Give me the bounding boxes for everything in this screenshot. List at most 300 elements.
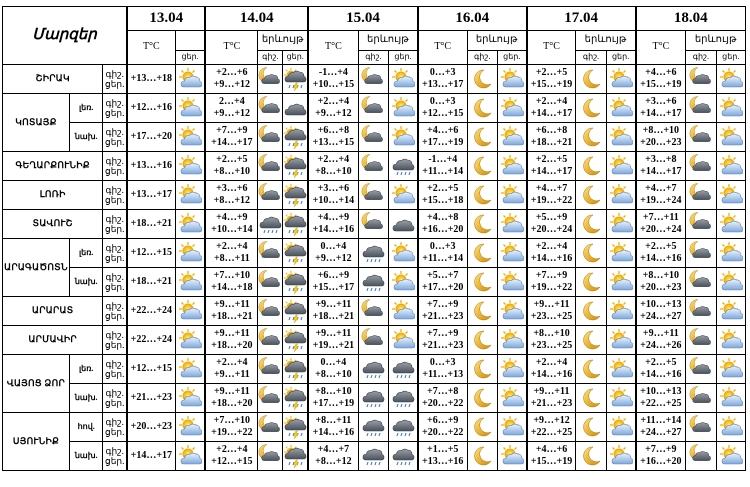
weather-cell-day	[606, 413, 635, 442]
cloud-rain-icon	[361, 386, 385, 410]
moon-icon	[470, 154, 494, 178]
sun-cloud-icon	[719, 415, 743, 439]
night-day-label: գիշ. ցեր.	[103, 239, 127, 268]
weather-cell-night	[258, 181, 283, 210]
temp-cell: +8…+11 +14…+16	[308, 413, 358, 442]
weather-cell-day	[716, 152, 745, 181]
weather-cell-night	[358, 413, 388, 442]
temp-cell: +6…+9 +20…+22	[418, 413, 467, 442]
weather-cell-night	[258, 413, 283, 442]
weather-cell-night	[258, 326, 283, 355]
moon-cloud-icon	[258, 299, 282, 323]
temp-cell: +4…+9 +10…+14	[205, 210, 257, 239]
day-label: ցեր.	[175, 51, 205, 65]
region-name: ՏԱՎՈՒՇ	[3, 210, 103, 239]
weather-cell-day	[389, 442, 418, 471]
weather-cell-day	[283, 442, 308, 471]
weather-cell-night	[258, 123, 283, 152]
moon-cloud-icon	[689, 270, 713, 294]
temp-col-header: T°C	[418, 31, 467, 65]
weather-cell-night	[686, 65, 716, 94]
moon-cloud-icon	[689, 67, 713, 91]
temp-col-header: T°C	[527, 31, 576, 65]
weather-cell-day	[497, 326, 526, 355]
moon-cloud-icon	[258, 67, 282, 91]
weather-cell-day	[606, 326, 635, 355]
day-label: ցեր.	[497, 51, 526, 65]
moon-icon	[579, 183, 603, 207]
weather-cell-night	[576, 355, 606, 384]
moon-icon	[470, 183, 494, 207]
moon-cloud-icon	[258, 154, 282, 178]
sun-cloud-icon	[609, 357, 633, 381]
temp-cell: +2…+5 +14…+16	[636, 239, 686, 268]
moon-icon	[470, 270, 494, 294]
phenomenon-header: երևույթ	[467, 31, 527, 51]
sun-cloud-icon	[719, 154, 743, 178]
temp-cell: +8…+10 +17…+19	[308, 384, 358, 413]
moon-cloud-icon	[361, 67, 385, 91]
weather-cell-day	[716, 384, 745, 413]
temp-cell: +2…+5 +8…+10	[205, 152, 257, 181]
weather-cell-day	[283, 152, 308, 181]
weather-cell-day	[606, 152, 635, 181]
weather-cell-day	[606, 65, 635, 94]
weather-cell-night	[576, 181, 606, 210]
weather-cell-day	[389, 326, 418, 355]
temp-cell: +2…+5 +14…+17	[527, 152, 576, 181]
weather-cell-day	[497, 181, 526, 210]
sun-cloud-icon	[500, 357, 524, 381]
weather-cell-night	[467, 268, 497, 297]
weather-cell-day	[497, 297, 526, 326]
day-label: ցեր.	[716, 51, 745, 65]
weather-cell-night	[576, 442, 606, 471]
sun-cloud-icon	[609, 212, 633, 236]
weather-cell-day	[283, 413, 308, 442]
night-day-label: գիշ. ցեր.	[103, 65, 127, 94]
region-name: ՇԻՐԱԿ	[3, 65, 103, 94]
sun-cloud-icon	[178, 183, 202, 207]
sun-cloud-icon	[500, 67, 524, 91]
sun-cloud-icon	[609, 328, 633, 352]
zone-label: հով.	[69, 413, 102, 442]
weather-cell-night	[686, 210, 716, 239]
sun-cloud-icon	[178, 415, 202, 439]
temp-cell: +13…+16	[127, 152, 175, 181]
table-row	[3, 442, 746, 471]
temp-cell: +9…+12 +22…+25	[527, 413, 576, 442]
temp-cell: +2…+4 +8…+10	[308, 152, 358, 181]
sun-cloud-icon	[500, 328, 524, 352]
weather-cell-night	[576, 297, 606, 326]
moon-icon	[470, 415, 494, 439]
moon-icon	[470, 67, 494, 91]
sun-cloud-icon	[719, 96, 743, 120]
weather-cell-day	[497, 94, 526, 123]
temp-col-header: T°C	[205, 31, 257, 65]
temp-cell: +12…+16	[127, 94, 175, 123]
weather-cell-night	[686, 413, 716, 442]
region-name: ԱՐԱՐԱՏ	[3, 297, 103, 326]
sun-storm-icon	[283, 241, 307, 265]
temp-cell: +7…+10 +19…+22	[205, 413, 257, 442]
weather-cell-day	[283, 268, 308, 297]
moon-cloud-icon	[689, 299, 713, 323]
weather-cell	[175, 413, 205, 442]
weather-cell-day	[716, 210, 745, 239]
sun-cloud-icon	[500, 212, 524, 236]
temp-cell: +11…+14 +24…+27	[636, 413, 686, 442]
sun-cloud-icon	[391, 270, 415, 294]
weather-cell-night	[467, 413, 497, 442]
sun-storm-icon	[283, 212, 307, 236]
weather-cell-night	[358, 152, 388, 181]
date-header: 14.04	[205, 7, 308, 31]
sun-cloud-icon	[178, 299, 202, 323]
weather-cell-night	[686, 297, 716, 326]
sun-cloud-icon	[391, 328, 415, 352]
sun-cloud-icon	[609, 183, 633, 207]
temp-cell: +2…+5 +14…+16	[636, 355, 686, 384]
sun-cloud-icon	[609, 96, 633, 120]
temp-cell: +7…+9 +14…+17	[205, 123, 257, 152]
temp-cell: +2…+5 +15…+19	[527, 65, 576, 94]
weather-cell-day	[389, 210, 418, 239]
temp-cell: +22…+24	[127, 326, 175, 355]
cloud-rain-icon	[258, 212, 282, 236]
moon-icon	[470, 212, 494, 236]
zone-label: նախ.	[69, 384, 102, 413]
sun-cloud-icon	[500, 299, 524, 323]
temp-cell: +4…+8 +16…+20	[418, 210, 467, 239]
moon-cloud-icon	[361, 96, 385, 120]
sun-cloud-icon	[391, 183, 415, 207]
weather-cell-day	[389, 355, 418, 384]
temp-cell: 0…+4 +9…+12	[308, 239, 358, 268]
sun-cloud-icon	[178, 96, 202, 120]
weather-cell-night	[258, 384, 283, 413]
sun-cloud-icon	[500, 444, 524, 468]
weather-cell-day	[606, 384, 635, 413]
weather-cell-day	[716, 355, 745, 384]
moon-icon	[579, 96, 603, 120]
moon-icon	[470, 241, 494, 265]
weather-cell-day	[497, 413, 526, 442]
weather-cell-day	[716, 239, 745, 268]
weather-cell-night	[467, 239, 497, 268]
moon-cloud-icon	[361, 183, 385, 207]
temp-cell: +7…+9 +21…+23	[418, 297, 467, 326]
weather-cell-night	[686, 326, 716, 355]
phenomenon-header: երևույթ	[258, 31, 308, 51]
temp-cell: +2…+4 +14…+16	[527, 239, 576, 268]
weather-cell-day	[283, 123, 308, 152]
weather-cell-day	[389, 239, 418, 268]
weather-cell-night	[686, 442, 716, 471]
moon-cloud-icon	[258, 415, 282, 439]
table-row	[3, 413, 746, 442]
temp-cell: +2…+4 +14…+17	[527, 94, 576, 123]
weather-cell	[175, 268, 205, 297]
weather-cell-day	[716, 65, 745, 94]
zone-label: լեռ.	[69, 355, 102, 384]
cloud-rain-icon	[361, 415, 385, 439]
temp-cell: +12…+15	[127, 355, 175, 384]
sun-cloud-icon	[609, 154, 633, 178]
temp-cell: +8…+10 +23…+25	[527, 326, 576, 355]
moon-icon	[579, 444, 603, 468]
cloud-rain-icon	[361, 241, 385, 265]
sun-storm-icon	[283, 357, 307, 381]
weather-cell-night	[258, 442, 283, 471]
weather-cell-day	[497, 384, 526, 413]
temp-cell: +4…+9 +14…+16	[308, 210, 358, 239]
sun-cloud-icon	[719, 212, 743, 236]
region-name: ՍՅՈՒՆԻՔ	[3, 413, 70, 471]
temp-cell: +2…+4 +9…+12	[308, 94, 358, 123]
weather-cell-day	[497, 152, 526, 181]
sun-cloud-icon	[719, 444, 743, 468]
region-name: ԼՈՌԻ	[3, 181, 103, 210]
weather-cell-day	[389, 413, 418, 442]
temp-cell: +3…+6 +14…+17	[636, 94, 686, 123]
temp-cell: +14…+17	[127, 442, 175, 471]
weather-cell-day	[606, 442, 635, 471]
weather-cell-day	[606, 210, 635, 239]
weather-cell-night	[686, 123, 716, 152]
weather-cell-day	[283, 297, 308, 326]
moon-icon	[579, 299, 603, 323]
weather-cell	[175, 239, 205, 268]
night-day-label: գիշ. ցեր.	[103, 210, 127, 239]
night-day-label: գիշ. ցեր.	[103, 181, 127, 210]
weather-cell-day	[389, 152, 418, 181]
moon-icon	[579, 67, 603, 91]
moon-cloud-icon	[689, 415, 713, 439]
moon-cloud-icon	[258, 125, 282, 149]
weather-cell-day	[283, 355, 308, 384]
moon-cloud-icon	[258, 241, 282, 265]
temp-cell: +4…+7 +8…+12	[308, 442, 358, 471]
weather-cell-day	[497, 65, 526, 94]
date-header: 15.04	[308, 7, 418, 31]
sun-storm-icon	[283, 125, 307, 149]
weather-cell-night	[576, 123, 606, 152]
weather-cell-day	[497, 355, 526, 384]
weather-cell-night	[358, 65, 388, 94]
temp-cell: -1…+4 +11…+14	[418, 152, 467, 181]
night-day-label: գիշ. ցեր.	[103, 152, 127, 181]
weather-cell-night	[686, 268, 716, 297]
temp-cell: +3…+6 +8…+12	[205, 181, 257, 210]
moon-cloud-icon	[258, 386, 282, 410]
weather-cell-night	[467, 210, 497, 239]
region-name: ԳԵՂԱՐՔՈՒՆԻՔ	[3, 152, 103, 181]
weather-cell-day	[283, 181, 308, 210]
moon-icon	[470, 357, 494, 381]
temp-cell: +9…+11 +18…+21	[308, 297, 358, 326]
temp-cell: +4…+6 +15…+19	[527, 442, 576, 471]
sun-cloud-icon	[178, 212, 202, 236]
weather-cell-day	[497, 442, 526, 471]
sun-cloud-icon	[178, 444, 202, 468]
weather-cell-day	[716, 297, 745, 326]
moon-icon	[579, 328, 603, 352]
temp-cell: +9…+11 +24…+26	[636, 326, 686, 355]
temp-cell: +10…+13 +24…+27	[636, 297, 686, 326]
night-day-label: գիշ. ցեր.	[103, 123, 127, 152]
sun-cloud-icon	[609, 270, 633, 294]
table-row	[3, 326, 746, 355]
temp-cell: +5…+7 +17…+20	[418, 268, 467, 297]
weather-cell	[175, 355, 205, 384]
sun-cloud-icon	[178, 328, 202, 352]
weather-cell-night	[258, 355, 283, 384]
weather-cell-night	[358, 210, 388, 239]
moon-cloud-icon	[361, 125, 385, 149]
sun-storm-icon	[283, 67, 307, 91]
weather-cell-night	[358, 442, 388, 471]
weather-cell-night	[467, 384, 497, 413]
weather-cell-day	[716, 326, 745, 355]
weather-cell-night	[258, 210, 283, 239]
moon-icon	[470, 125, 494, 149]
moon-icon	[579, 154, 603, 178]
zone-label: նախ.	[69, 123, 102, 152]
weather-cell-night	[258, 94, 283, 123]
moon-icon	[579, 212, 603, 236]
moon-cloud-icon	[689, 328, 713, 352]
sun-cloud-icon	[609, 241, 633, 265]
moon-icon	[470, 96, 494, 120]
moon-cloud-icon	[689, 154, 713, 178]
region-name: ԱՐՄԱՎԻՐ	[3, 326, 103, 355]
sun-cloud-icon	[609, 386, 633, 410]
weather-cell-night	[686, 239, 716, 268]
weather-cell-night	[358, 239, 388, 268]
weather-cell-day	[606, 239, 635, 268]
temp-cell: +9…+11 +23…+25	[527, 297, 576, 326]
moon-icon	[470, 299, 494, 323]
weather-cell-day	[606, 355, 635, 384]
region-name: ՎԱՅՈՑ ՁՈՐ	[3, 355, 70, 413]
weather-cell-day	[716, 442, 745, 471]
weather-cell-day	[716, 413, 745, 442]
temp-cell: 0…+3 +13…+17	[418, 65, 467, 94]
sun-cloud-icon	[178, 386, 202, 410]
weather-cell-day	[606, 123, 635, 152]
weather-cell-day	[283, 65, 308, 94]
temp-cell: +8…+10 +20…+23	[636, 268, 686, 297]
cloud-rain-icon	[391, 386, 415, 410]
sun-cloud-icon	[609, 125, 633, 149]
weather-cell-day	[497, 123, 526, 152]
weather-cell-night	[576, 152, 606, 181]
temp-cell: +7…+9 +16…+20	[636, 442, 686, 471]
temp-cell: +21…+23	[127, 384, 175, 413]
cloud-rain-icon	[391, 154, 415, 178]
temp-cell: +13…+17	[127, 181, 175, 210]
table-row	[3, 355, 746, 384]
moon-cloud-icon	[258, 183, 282, 207]
temp-cell: +20…+23	[127, 413, 175, 442]
night-day-label: գիշ. ցեր.	[103, 413, 127, 442]
weather-cell	[175, 384, 205, 413]
moon-cloud-icon	[689, 125, 713, 149]
sun-cloud-icon	[719, 125, 743, 149]
moon-icon	[579, 415, 603, 439]
weather-cell-night	[358, 297, 388, 326]
sun-cloud-icon	[719, 183, 743, 207]
temp-cell: +13…+18	[127, 65, 175, 94]
cloud-rain-icon	[391, 415, 415, 439]
moon-cloud-icon	[689, 444, 713, 468]
table-row	[3, 65, 746, 94]
temp-cell: +1…+5 +13…+16	[418, 442, 467, 471]
weather-cell-night	[358, 384, 388, 413]
temp-col-header: T°C	[636, 31, 686, 65]
sun-cloud-icon	[391, 125, 415, 149]
zone-label: նախ.	[69, 442, 102, 471]
temp-cell: +6…+8 +13…+15	[308, 123, 358, 152]
temp-cell: +2…+4 +9…+11	[205, 355, 257, 384]
weather-cell-night	[576, 94, 606, 123]
weather-cell-day	[389, 65, 418, 94]
moon-icon	[579, 386, 603, 410]
moon-cloud-icon	[689, 357, 713, 381]
weather-cell-day	[497, 210, 526, 239]
moon-icon	[579, 270, 603, 294]
weather-cell-night	[258, 152, 283, 181]
moon-cloud-icon	[361, 328, 385, 352]
temp-cell: +10…+13 +22…+25	[636, 384, 686, 413]
weather-cell-night	[467, 94, 497, 123]
temp-cell: +17…+20	[127, 123, 175, 152]
forecast-table	[2, 6, 746, 471]
weather-cell	[175, 181, 205, 210]
sun-cloud-icon	[500, 270, 524, 294]
moon-icon	[470, 386, 494, 410]
night-day-label: գիշ. ցեր.	[103, 442, 127, 471]
day-label: ցեր.	[606, 51, 635, 65]
temp-cell: +3…+8 +14…+17	[636, 152, 686, 181]
table-row	[3, 152, 746, 181]
sun-cloud-icon	[391, 67, 415, 91]
sun-storm-icon	[283, 415, 307, 439]
cloud-icon	[391, 212, 415, 236]
temp-cell: +8…+10 +20…+23	[636, 123, 686, 152]
sun-cloud-icon	[719, 357, 743, 381]
sun-cloud-icon	[178, 125, 202, 149]
weather-cell-day	[389, 181, 418, 210]
weather-cell-night	[358, 326, 388, 355]
temp-cell: +18…+21	[127, 268, 175, 297]
weather-cell-day	[606, 268, 635, 297]
temp-cell: +4…+7 +19…+22	[527, 181, 576, 210]
sun-storm-icon	[283, 444, 307, 468]
sun-storm-icon	[283, 386, 307, 410]
temp-cell: +7…+9 +19…+22	[527, 268, 576, 297]
weather-cell-night	[358, 123, 388, 152]
moon-cloud-icon	[689, 212, 713, 236]
weather-cell-night	[576, 413, 606, 442]
region-name: ԿՈՏԱՅՔ	[3, 94, 70, 152]
temp-cell: 2…+4 +9…+12	[205, 94, 257, 123]
temp-cell: +2…+5 +15…+18	[418, 181, 467, 210]
weather-cell	[175, 210, 205, 239]
night-label: գիշ.	[467, 51, 497, 65]
